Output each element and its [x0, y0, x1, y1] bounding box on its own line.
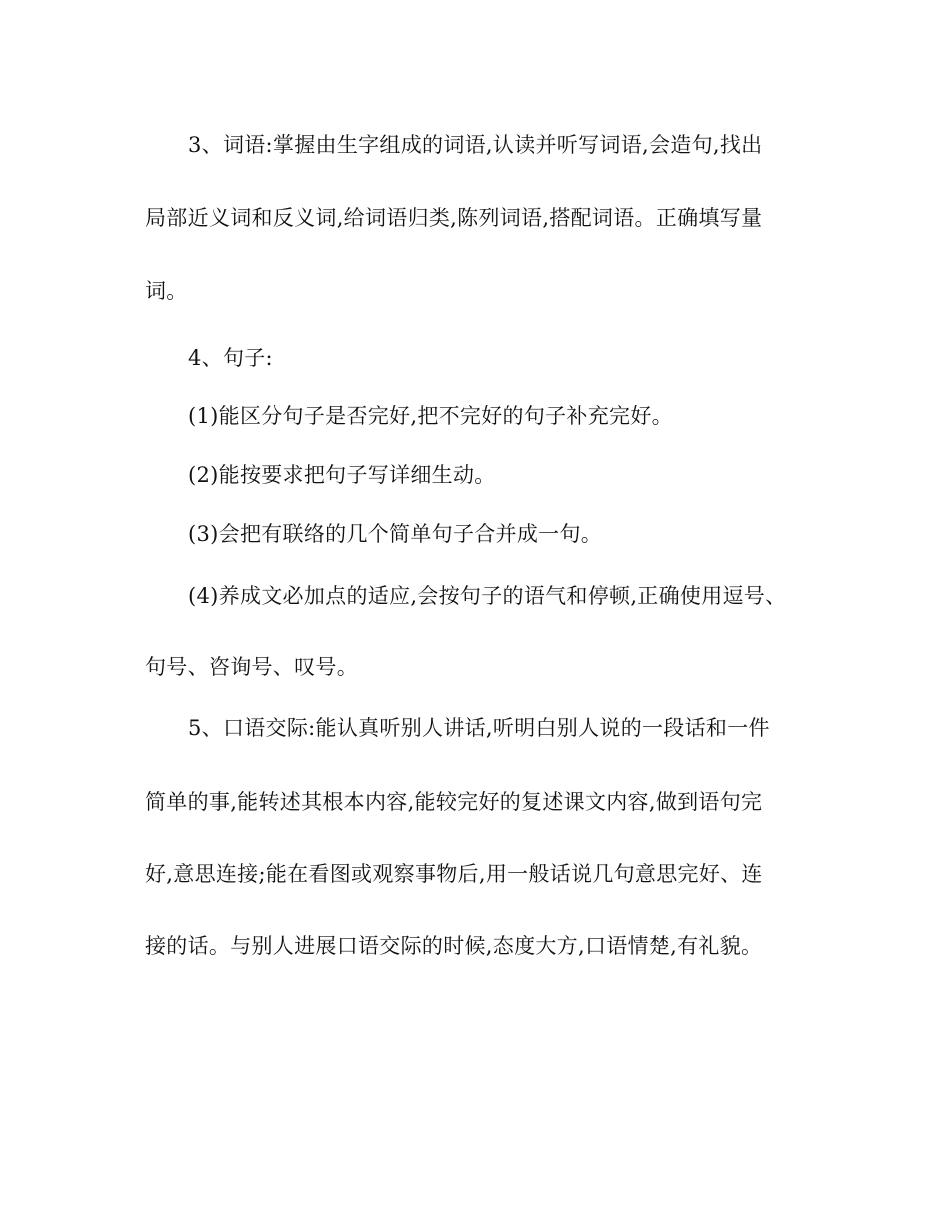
- paragraph-5-line-1: 5、口语交际:能认真听别人讲话,听明白别人说的一段话和一件: [188, 716, 770, 740]
- paragraph-3-line-2: 局部近义词和反义词,给词语归类,陈列词语,搭配词语。正确填写量: [145, 206, 763, 230]
- list-item-4-line-2: 句号、咨询号、叹号。: [145, 655, 358, 679]
- paragraph-4-heading: 4、句子:: [188, 346, 273, 370]
- paragraph-5-line-3: 好,意思连接;能在看图或观察事物后,用一般话说几句意思完好、连: [145, 862, 763, 886]
- paragraph-3-line-3: 词。: [145, 279, 188, 303]
- paragraph-5-line-2: 简单的事,能转述其根本内容,能较完好的复述课文内容,做到语句完: [145, 790, 763, 814]
- list-item-1: (1)能区分句子是否完好,把不完好的句子补充完好。: [188, 404, 673, 428]
- paragraph-5-line-4: 接的话。与别人进展口语交际的时候,态度大方,口语情楚,有礼貌。: [145, 934, 763, 958]
- list-item-2: (2)能按要求把句子写详细生动。: [188, 463, 496, 487]
- paragraph-3-line-1: 3、词语:掌握由生字组成的词语,认读并听写词语,会造句,找出: [188, 133, 763, 157]
- list-item-3: (3)会把有联络的几个简单句子合并成一句。: [188, 522, 603, 546]
- list-item-4-line-1: (4)养成文必加点的适应,会按句子的语气和停顿,正确使用逗号、: [188, 584, 787, 608]
